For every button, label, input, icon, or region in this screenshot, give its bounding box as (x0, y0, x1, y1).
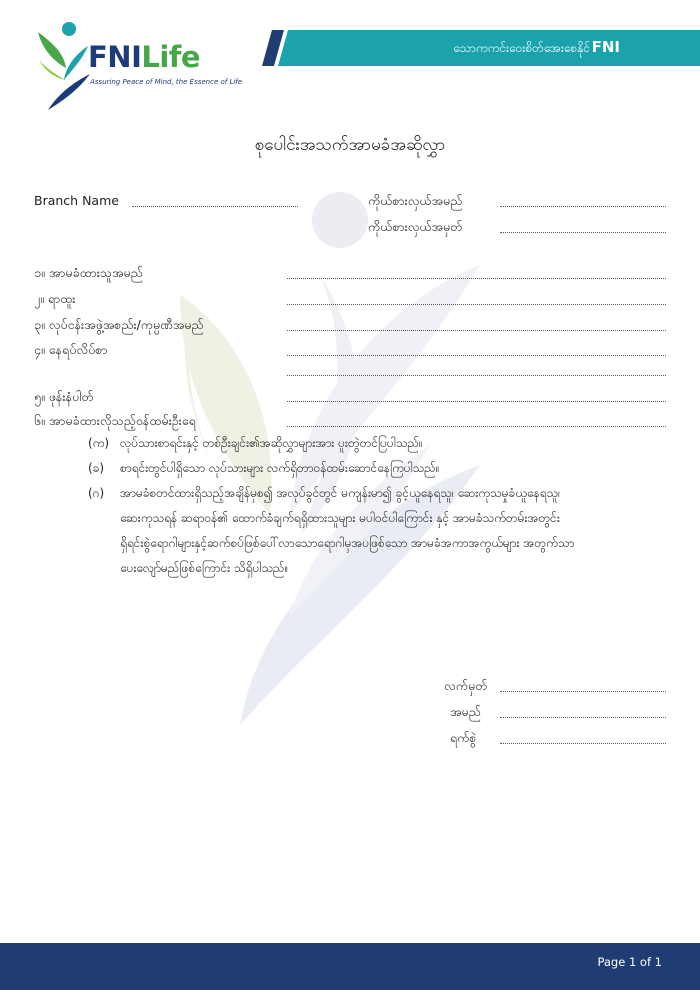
branch-name-field[interactable] (132, 206, 298, 207)
signer-name-label: အမည် (450, 704, 481, 719)
date-label: ရက်စွဲ (450, 730, 477, 745)
phone-field[interactable] (287, 401, 666, 402)
banner-slogan: သောကကင်းဝေးစိတ်အေးစေနိုင် (453, 41, 590, 55)
signature-label: လက်မှတ် (444, 678, 488, 693)
logo-fni-text: FNI (88, 40, 142, 74)
phone-label: ၅။ ဖုန်းနံပါတ် (34, 389, 94, 404)
address-label: ၄။ နေရပ်လိပ်စာ (34, 342, 108, 357)
signature-field[interactable] (500, 691, 666, 692)
clause-a-text: လုပ်သားစာရင်းနှင့် တစ်ဦးချင်း၏အဆိုလွှာများအား ပူးတွဲတင်ပြပါသည်။ (120, 436, 423, 450)
form-title: စုပေါင်းအသက်အာမခံအဆိုလွှာ (254, 135, 446, 155)
banner-brand: FNI (591, 38, 620, 56)
page-number: Page 1 of 1 (597, 955, 662, 969)
clause-c-line-3: ရှိရင်းစွဲရောဂါများနှင့်ဆက်စပ်ဖြစ်ပေါ်လာသောရောဂါမှအပဖြစ်သော အာမခံအကာအကွယ်များ အတွက်သာ (120, 536, 575, 550)
address-field-line-1[interactable] (287, 355, 666, 356)
clause-a-marker: (က) (88, 436, 110, 450)
signer-name-field[interactable] (500, 717, 666, 718)
insured-name-field[interactable] (287, 278, 666, 279)
agent-number-label: ကိုယ်စားလှယ်အမှတ် (368, 219, 463, 234)
clause-b-text: စာရင်းတွင်ပါရှိသော လုပ်သားများ လက်ရှိတာဝန်ထမ်းဆောင်နေကြပါသည်။ (120, 461, 440, 475)
position-label: ၂။ ရာထူး (34, 291, 76, 306)
clause-c-line-1: အာမခံစတင်ထားရှိသည့်အချိန်မှစ၍ အလုပ်ခွင်တွင် မကျန်းမာ၍ ခွင့်ယူနေရသူ၊ ဆေးကုသမှုခံယူနေရသူ၊ (120, 486, 560, 500)
footer-bar (0, 943, 700, 990)
clause-c-line-2: ဆေးကုသရန် ဆရာဝန်၏ ထောက်ခံချက်ရရှိထားသူများ မပါဝင်ပါကြောင်း နှင့် အာမခံသက်တမ်းအတွင်း (120, 511, 560, 525)
clause-b-marker: (ခ) (88, 461, 105, 475)
person-leaf-icon (36, 20, 92, 112)
organization-label: ၃။ လုပ်ငန်းအဖွဲ့အစည်း/ကုမ္ပဏီအမည် (34, 317, 204, 332)
agent-number-field[interactable] (500, 232, 666, 233)
logo-life-text: Life (141, 40, 201, 74)
branch-name-label: Branch Name (34, 193, 119, 208)
employee-count-label: ၆။ အာမခံထားလိုသည့်ဝန်ထမ်းဦးရေ (34, 413, 196, 428)
insured-name-label: ၁။ အာမခံထားသူအမည် (34, 265, 143, 280)
agent-name-label: ကိုယ်စားလှယ်အမည် (368, 193, 463, 208)
date-field[interactable] (500, 743, 666, 744)
company-logo (36, 20, 243, 112)
logo-tagline: Assuring Peace of Mind, the Essence of Life (90, 78, 243, 86)
clause-c-marker: (ဂ) (88, 486, 105, 500)
clause-c-line-4: ပေးလျော်မည်ဖြစ်ကြောင်း သိရှိပါသည်။ (120, 561, 289, 575)
position-field[interactable] (287, 304, 666, 305)
watermark-leaf-graphic (150, 185, 530, 725)
address-field-line-2[interactable] (287, 375, 666, 376)
organization-field[interactable] (287, 330, 666, 331)
agent-name-field[interactable] (500, 206, 666, 207)
logo-wordmark (88, 40, 200, 74)
employee-count-field[interactable] (287, 426, 666, 427)
